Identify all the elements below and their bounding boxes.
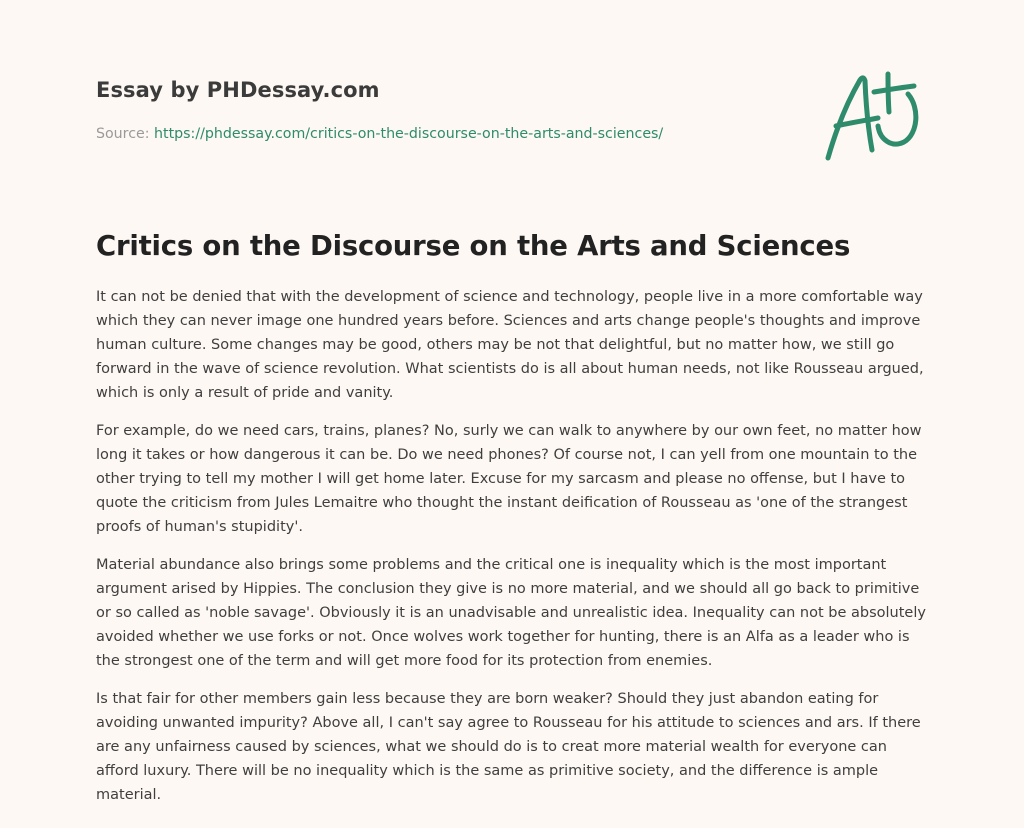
source-link[interactable]: https://phdessay.com/critics-on-the-discourse-on-the-arts-and-sciences/ <box>154 126 664 142</box>
source-label: Source: <box>96 126 155 142</box>
essay-title: Critics on the Discourse on the Arts and Sciences <box>96 230 851 262</box>
essay-paragraph: It can not be denied that with the development of science and technology, people live in a more comfortable way which they can never image one hundred years before. Sciences and arts change people's thoughts and improve human culture. Some changes may be good, others may be not that delightful, but no matter how, we still go forward in the wave of science revolution. What scientists do is all about human needs, not like Rousseau argued, which is only a result of pride and vanity. <box>96 289 924 401</box>
site-brand: Essay by PHDessay.com <box>96 78 380 102</box>
essay-paragraph: For example, do we need cars, trains, planes? No, surly we can walk to anywhere by our own feet, no matter how long it takes or how dangerous it can be. Do we need phones? Of course not, I can yell from one mountain to the other trying to tell my mother I will get home later. Excuse for my sarcasm and please no offense, but I have to quote the criticism from Jules Lemaitre who thought the instant deification of Rousseau as 'one of the strangest proofs of human's stupidity'. <box>96 423 922 535</box>
essay-header <box>96 76 796 144</box>
a-plus-grade-icon <box>822 68 932 168</box>
essay-paragraph: Material abundance also brings some problems and the critical one is inequality which is the most important argument arised by Hippies. The conclusion they give is no more material, and we should all go back to primitive or so called as 'noble savage'. Obviously it is an unadvisable and unrealistic idea. Inequality can not be absolutely avoided whether we use forks or not. Once wolves work together for hunting, there is an Alfa as a leader who is the strongest one of the term and will get more food for its protection from enemies. <box>96 557 926 669</box>
essay-body <box>96 285 932 821</box>
essay-paragraph: Is that fair for other members gain less because they are born weaker? Should they just abandon eating for avoiding unwanted impurity? Above all, I can't say agree to Rousseau for his attitude to sciences and ars. If there are any unfairness caused by sciences, what we should do is to creat more material wealth for everyone can afford luxury. There will be no inequality which is the same as primitive society, and the difference is ample material. <box>96 691 921 803</box>
source-line <box>96 124 796 144</box>
